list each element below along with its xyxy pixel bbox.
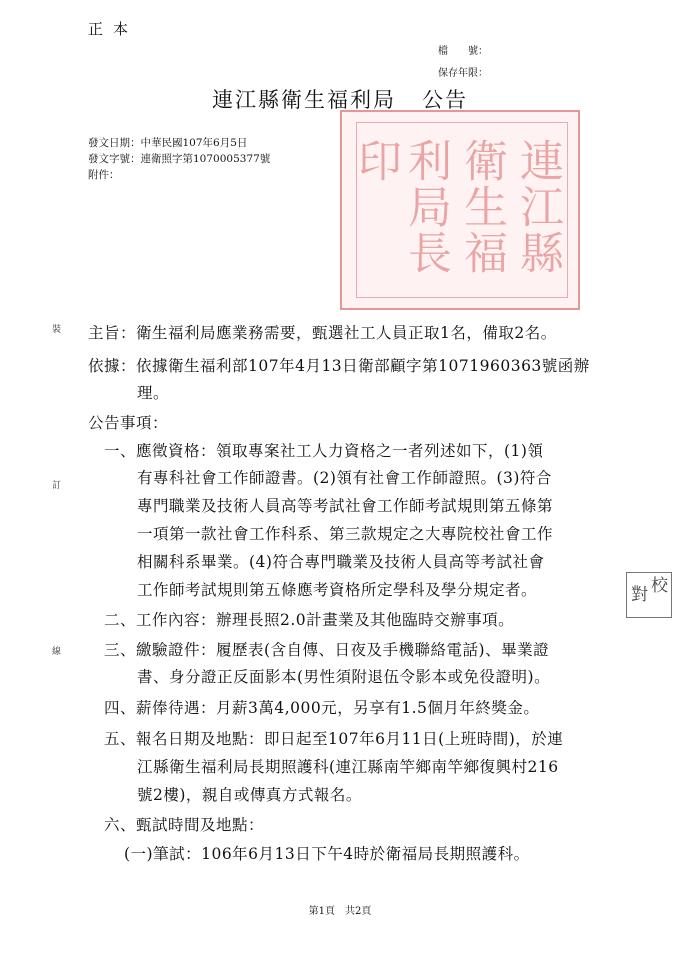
item6-line-1: 六、甄試時間及地點： — [104, 816, 265, 834]
margin-mark-binding: 裝 — [52, 325, 62, 335]
items-heading: 公告事項： — [88, 414, 169, 432]
stamp-char-2: 對 — [627, 585, 647, 602]
item1-line-3: 專門職業及技術人員高等考試社會工作師考試規則第五條第 — [137, 497, 554, 515]
official-seal — [340, 110, 580, 310]
retention-label: 保存年限： — [438, 68, 488, 79]
seal-text-col2: 衛生福 — [456, 138, 507, 276]
retention-field — [438, 64, 488, 79]
attachment-label: 附件： — [88, 169, 120, 181]
page-footer — [0, 902, 680, 917]
file-number-label: 檔 號： — [438, 46, 488, 57]
basis-line-1: 依據：依據衛生福利部107年4月13日衛部顧字第1071960363號函辦 — [88, 357, 590, 375]
proofreading-stamp — [626, 572, 672, 618]
page-total: 共2頁 — [345, 906, 372, 917]
document-type: 公告 — [422, 88, 468, 112]
file-number-field — [438, 42, 488, 57]
stamp-char-1: 校 — [647, 576, 667, 593]
margin-mark-line: 線 — [52, 647, 62, 657]
item1-line-2: 有專科社會工作師證書。(2)領有社會工作師證照。(3)符合 — [137, 469, 552, 487]
item1-line-6: 工作師考試規則第五條應考資格所定學科及學分規定者。 — [137, 581, 538, 599]
item1-line-4: 一項第一款社會工作科系、第三款規定之大專院校社會工作 — [137, 525, 554, 543]
seal-text-col4: 印 — [350, 138, 401, 184]
agency-name: 連江縣衛生福利局 — [212, 88, 396, 112]
item5-line-3: 號2樓)，親自或傳真方式報名。 — [137, 786, 362, 804]
issue-date: 發文日期：中華民國107年6月5日 — [88, 137, 248, 149]
subject-line: 主旨：衛生福利局應業務需要，甄選社工人員正取1名，備取2名。 — [88, 324, 557, 342]
item5-line-1: 五、報名日期及地點：即日起至107年6月11日(上班時間)，於連 — [104, 730, 564, 748]
item4-line-1: 四、薪俸待遇：月薪3萬4,000元，另享有1.5個月年終獎金。 — [104, 699, 540, 717]
page-number: 第1頁 — [308, 906, 335, 917]
item1-line-1: 一、應徵資格：領取專案社工人力資格之一者列述如下，(1)領 — [104, 442, 544, 460]
item5-line-2: 江縣衛生福利局長期照護科(連江縣南竿鄉南竿鄉復興村216 — [137, 758, 559, 776]
item6-sub-1: (一)筆試：106年6月13日下午4時於衛福局長期照護科。 — [124, 845, 530, 863]
basis-line-2: 理。 — [137, 384, 170, 402]
margin-mark-stapling: 訂 — [52, 481, 62, 491]
item1-line-5: 相關科系畢業。(4)符合專門職業及技術人員高等考試社會 — [137, 553, 545, 571]
issue-number: 發文字號：連衛照字第1070005377號 — [88, 153, 271, 165]
item3-line-2: 書、身分證正反面影本(男性須附退伍令影本或免役證明)。 — [137, 668, 551, 686]
item3-line-1: 三、繳驗證件：履歷表(含自傳、日夜及手機聯絡電話)、畢業證 — [104, 641, 550, 659]
seal-text-col3: 利局長 — [400, 138, 451, 276]
item2-line-1: 二、工作內容：辦理長照2.0計畫業及其他臨時交辦事項。 — [104, 611, 515, 629]
copy-label: 正本 — [88, 20, 139, 38]
seal-text-col1: 連江縣 — [512, 138, 563, 276]
